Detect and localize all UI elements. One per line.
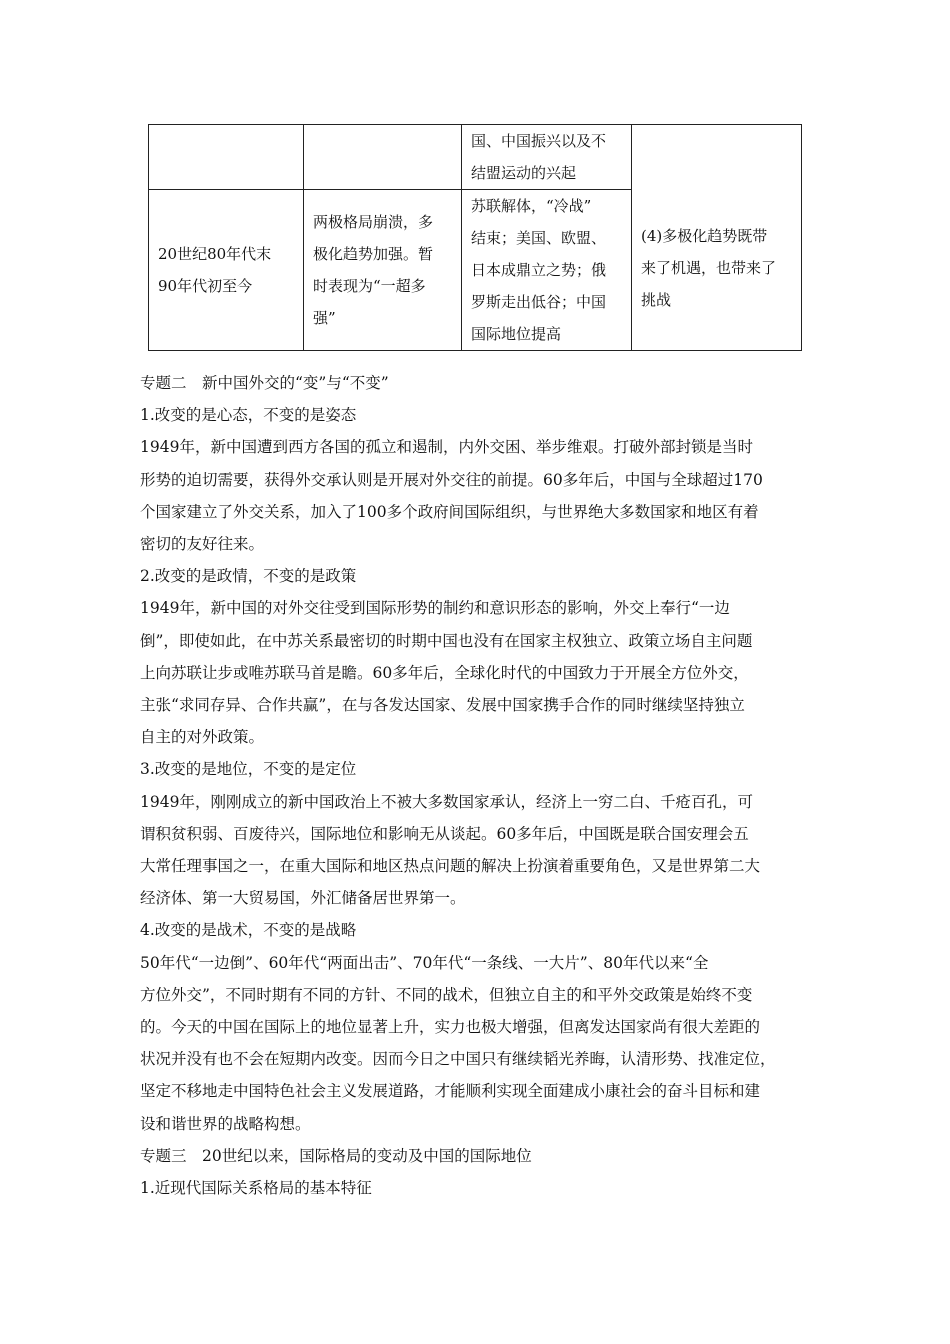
cell-line: 结盟运动的兴起	[471, 164, 577, 182]
text-line: 经济体、第一大贸易国，外汇储备居世界第一。	[140, 889, 466, 908]
text-line: 方位外交”，不同时期有不同的方针、不同的战术，但独立自主的和平外交政策是始终不变	[140, 985, 753, 1004]
text-line: 倒”，即使如此，在中苏关系最密切的时期中国也没有在国家主权独立、政策立场自主问题	[140, 631, 753, 650]
text-line: 大常任理事国之一，在重大国际和地区热点问题的解决上扮演着重要角色，又是世界第二大	[140, 857, 761, 876]
cell-line: 国、中国振兴以及不	[471, 132, 607, 150]
cell-line: 20世纪80年代末	[158, 245, 272, 263]
table-cell-note	[632, 125, 802, 351]
subheading: 3.改变的是地位，不变的是定位	[140, 760, 357, 779]
table-cell-events	[462, 125, 632, 190]
text-line: 50年代“一边倒”、60年代“两面出击”、70年代“一条线、一大片”、80年代以来“全	[140, 953, 709, 972]
cell-line: 结束；美国、欧盟、	[471, 229, 607, 247]
text-line: 设和谐世界的战略构想。	[140, 1114, 311, 1133]
cell-line: 强”	[313, 309, 336, 327]
text-line: 密切的友好往来。	[140, 535, 265, 554]
cell-line: 极化趋势加强。暂	[313, 245, 434, 263]
cell-line: (4)多极化趋势既带	[641, 226, 768, 245]
body-text	[140, 367, 820, 1204]
subheading: 4.改变的是战术，不变的是战略	[140, 921, 357, 940]
text-line: 坚定不移地走中国特色社会主义发展道路，才能顺利实现全面建成小康社会的奋斗目标和建	[140, 1082, 761, 1101]
text-line: 自主的对外政策。	[140, 728, 265, 747]
cell-line: 罗斯走出低谷；中国	[471, 293, 607, 311]
cell-line: 挑战	[641, 290, 672, 309]
table-cell-period	[149, 190, 304, 351]
subheading: 1.近现代国际关系格局的基本特征	[140, 1179, 372, 1198]
section-heading: 专题二 新中国外交的“变”与“不变”	[140, 374, 389, 392]
text-line: 1949年，刚刚成立的新中国政治上不被大多数国家承认，经济上一穷二白、千疮百孔，可	[140, 792, 753, 811]
table-row	[149, 125, 802, 190]
text-line: 谓积贫积弱、百废待兴，国际地位和影响无从谈起。60多年后，中国既是联合国安理会五	[140, 824, 749, 843]
cell-line: 苏联解体，“冷战”	[471, 197, 592, 215]
cell-line: 日本成鼎立之势；俄	[471, 261, 607, 279]
subheading: 1.改变的是心态，不变的是姿态	[140, 406, 357, 425]
subheading: 2.改变的是政情，不变的是政策	[140, 567, 357, 586]
table-cell-period	[149, 125, 304, 190]
cell-line: 两极格局崩溃，多	[313, 213, 434, 231]
text-line: 形势的迫切需要，获得外交承认则是开展对外交往的前提。60多年后，中国与全球超过170	[140, 470, 763, 489]
section-heading: 专题三 20世纪以来，国际格局的变动及中国的国际地位	[140, 1146, 532, 1165]
text-line: 1949年，新中国遭到西方各国的孤立和遏制，内外交困、举步维艰。打破外部封锁是当时	[140, 438, 753, 457]
cell-line: 国际地位提高	[471, 325, 562, 343]
cell-line: 时表现为“一超多	[313, 277, 426, 295]
table-cell-feature	[304, 125, 462, 190]
text-line: 个国家建立了外交关系，加入了100多个政府间国际组织，与世界绝大多数国家和地区有着	[140, 502, 759, 521]
table-cell-feature	[304, 190, 462, 351]
text-line: 上向苏联让步或唯苏联马首是瞻。60多年后，全球化时代的中国致力于开展全方位外交，	[140, 663, 749, 682]
text-line: 主张“求同存异、合作共赢”，在与各发达国家、发展中国家携手合作的同时继续坚持独立	[140, 696, 745, 715]
summary-table	[148, 124, 802, 351]
table-cell-events	[462, 190, 632, 351]
text-line: 1949年，新中国的对外交往受到国际形势的制约和意识形态的影响，外交上奉行“一边	[140, 599, 730, 618]
cell-line: 来了机遇，也带来了	[641, 258, 777, 277]
text-line: 状况并没有也不会在短期内改变。因而今日之中国只有继续韬光养晦，认清形势、找准定位，	[140, 1050, 776, 1069]
text-line: 的。今天的中国在国际上的地位显著上升，实力也极大增强，但离发达国家尚有很大差距的	[140, 1018, 761, 1037]
cell-line: 90年代初至今	[158, 277, 253, 295]
